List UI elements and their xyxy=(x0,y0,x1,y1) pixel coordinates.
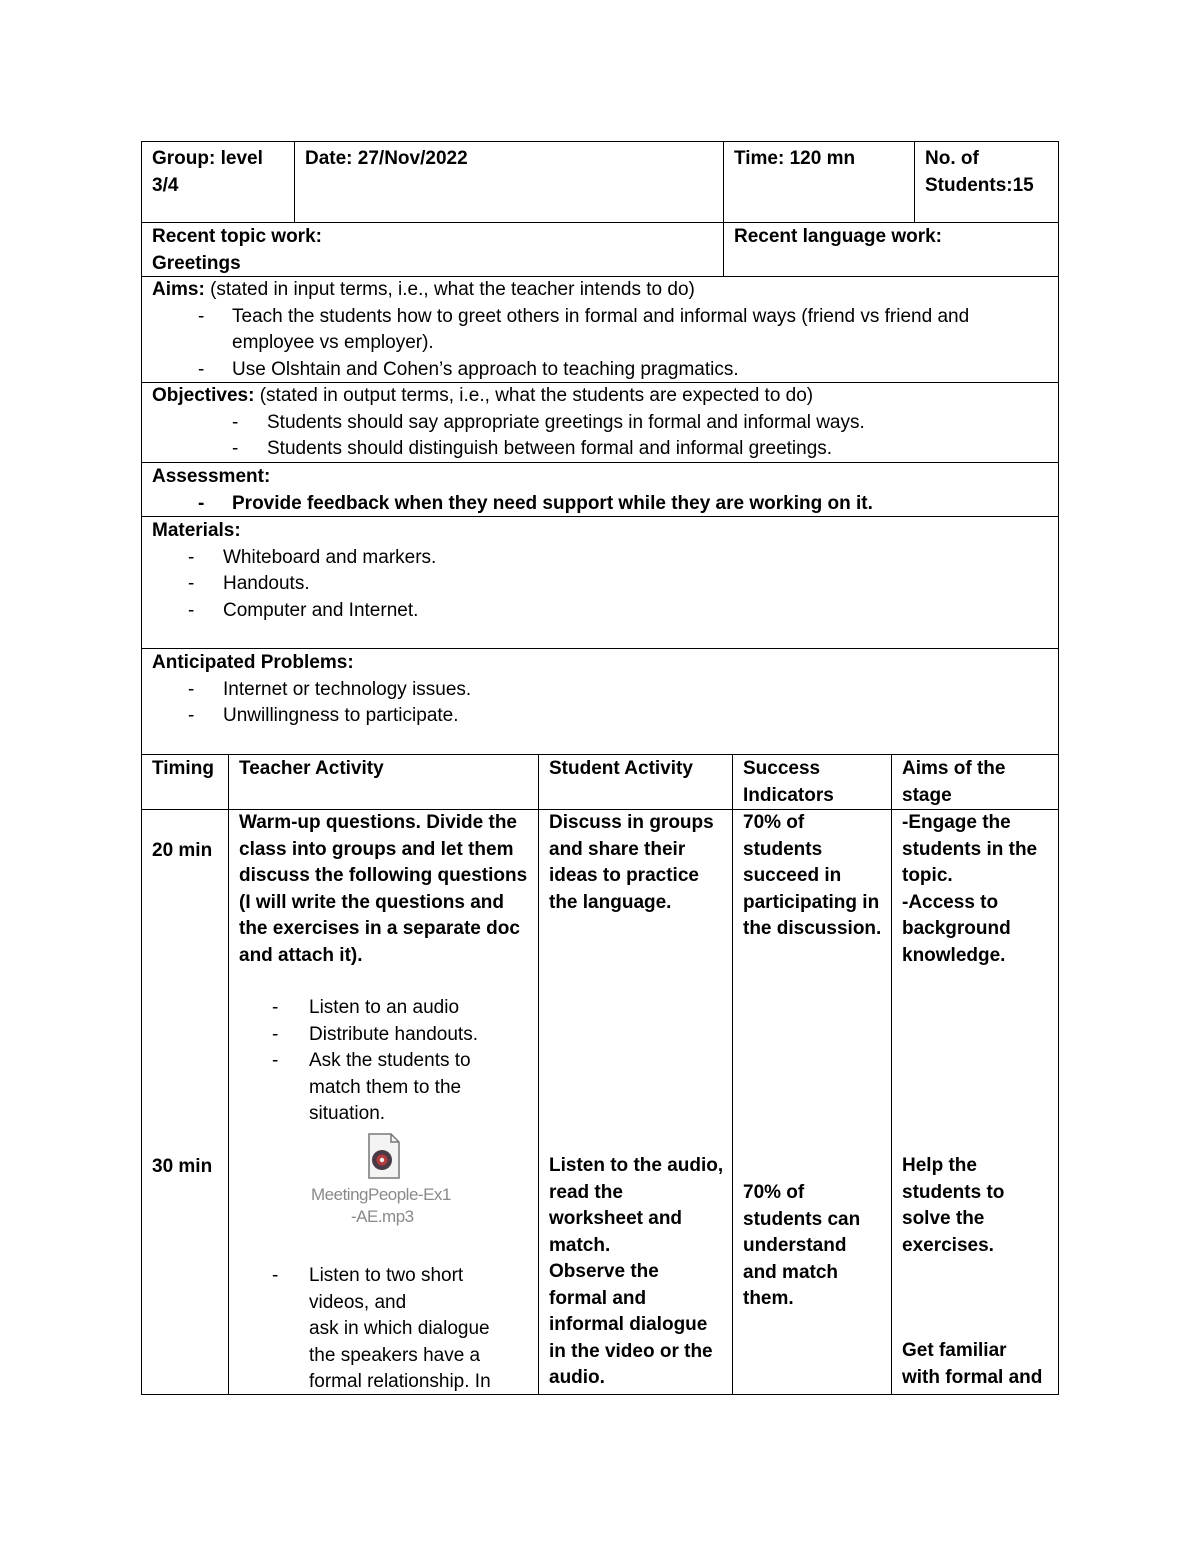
aims-item: - Use Olshtain and Cohen’s approach to teaching pragmatics. xyxy=(198,358,739,380)
materials-cell xyxy=(141,516,1059,649)
group-label: Group: level xyxy=(152,148,263,169)
success-indicator-2: 70% of students can understand and match them. xyxy=(743,1182,861,1309)
students-value: Students:15 xyxy=(925,174,1034,196)
success-indicator-1: 70% of students succeed in participating in the discussion. xyxy=(743,812,882,939)
aims-of-stage-column xyxy=(891,809,1059,1395)
teacher-step: - Listen to two short xyxy=(272,1265,464,1286)
aims-cell xyxy=(141,276,1059,383)
timing-20: 20 min xyxy=(152,840,213,861)
student-activity-2: Listen to the audio, read the worksheet and match. Observe the formal and informal dialogue in the video or the audio. xyxy=(549,1155,724,1388)
header-aims-of-stage: Aims of the stage xyxy=(891,754,1059,810)
attachment-name-line1: MeetingPeople-Ex1 xyxy=(311,1185,451,1204)
recent-language-label: Recent language work: xyxy=(734,226,942,247)
audio-file-icon xyxy=(367,1132,401,1180)
recent-language-cell xyxy=(723,222,1059,277)
date-cell xyxy=(294,141,724,223)
teacher-intro: Warm-up questions. Divide the class into groups and let them discuss the following questions (I will write the questions and the exercises in a separate doc and attach it). xyxy=(239,812,528,966)
timing-30: 30 min xyxy=(152,1156,213,1177)
objectives-label: Objectives: xyxy=(152,385,255,406)
assessment-item: - Provide feedback when they need support while they are working on it. xyxy=(198,492,873,514)
objectives-item: - Students should distinguish between formal and informal greetings. xyxy=(232,438,833,459)
objectives-note: (stated in output terms, i.e., what the students are expected to do) xyxy=(254,385,814,406)
group-value: 3/4 xyxy=(152,174,179,196)
aims-item-continued: employee vs employer). xyxy=(232,332,434,353)
materials-item: - Whiteboard and markers. xyxy=(188,546,437,568)
header-timing: Timing xyxy=(141,754,229,810)
stage-aims-2: Help the students to solve the exercises. xyxy=(902,1155,1005,1256)
problems-cell xyxy=(141,648,1059,755)
recent-topic-value: Greetings xyxy=(152,252,241,274)
teacher-step: - Ask the students to xyxy=(272,1050,471,1071)
teacher-step: - Listen to an audio xyxy=(272,997,460,1018)
student-activity-1: Discuss in groups and share their ideas to practice the language. xyxy=(549,812,714,913)
objectives-item: - Students should say appropriate greetings in formal and informal ways. xyxy=(232,411,865,433)
timing-column xyxy=(141,809,229,1395)
stage-aims-3: Get familiar with formal and xyxy=(902,1340,1043,1388)
recent-topic-cell xyxy=(141,222,724,277)
problems-item: - Unwillingness to participate. xyxy=(188,705,459,726)
materials-item: - Handouts. xyxy=(188,573,310,594)
time-value: Time: 120 mn xyxy=(734,148,856,169)
teacher-steps: - Listen to an audio - Distribute handouts. - Ask the students to match them to the situation. xyxy=(239,995,528,1128)
header-success-indicators: Success Indicators xyxy=(732,754,892,810)
teacher-step: - Distribute handouts. xyxy=(272,1023,478,1045)
students-cell xyxy=(914,141,1059,223)
assessment-label: Assessment: xyxy=(152,466,271,487)
time-cell xyxy=(723,141,915,223)
attachment-name-line2: -AE.mp3 xyxy=(351,1207,414,1226)
recent-topic-label: Recent topic work: xyxy=(152,226,322,247)
teacher-steps-2: - Listen to two short videos, and ask in which dialogue the speakers have a formal relationship. In xyxy=(239,1263,539,1396)
problems-item: - Internet or technology issues. xyxy=(188,678,472,700)
aims-label: Aims: xyxy=(152,279,205,300)
date-value: Date: 27/Nov/2022 xyxy=(305,148,468,169)
group-cell xyxy=(141,141,295,223)
success-indicators-column xyxy=(732,809,892,1395)
student-activity-column xyxy=(538,809,733,1395)
materials-label: Materials: xyxy=(152,520,241,541)
problems-label: Anticipated Problems: xyxy=(152,652,354,673)
aims-note: (stated in input terms, i.e., what the teacher intends to do) xyxy=(204,279,695,300)
mp3-attachment[interactable] xyxy=(309,1130,459,1230)
materials-item: - Computer and Internet. xyxy=(188,599,419,621)
assessment-cell xyxy=(141,462,1059,517)
header-teacher-activity: Teacher Activity xyxy=(228,754,539,810)
stage-aims-1: -Engage the students in the topic. -Access to background knowledge. xyxy=(902,812,1038,966)
header-student-activity: Student Activity xyxy=(538,754,733,810)
teacher-activity-column xyxy=(228,809,539,1395)
students-label: No. of xyxy=(925,148,979,169)
objectives-cell xyxy=(141,382,1059,463)
aims-item: - Teach the students how to greet others in formal and informal ways (friend vs friend and xyxy=(198,305,970,327)
